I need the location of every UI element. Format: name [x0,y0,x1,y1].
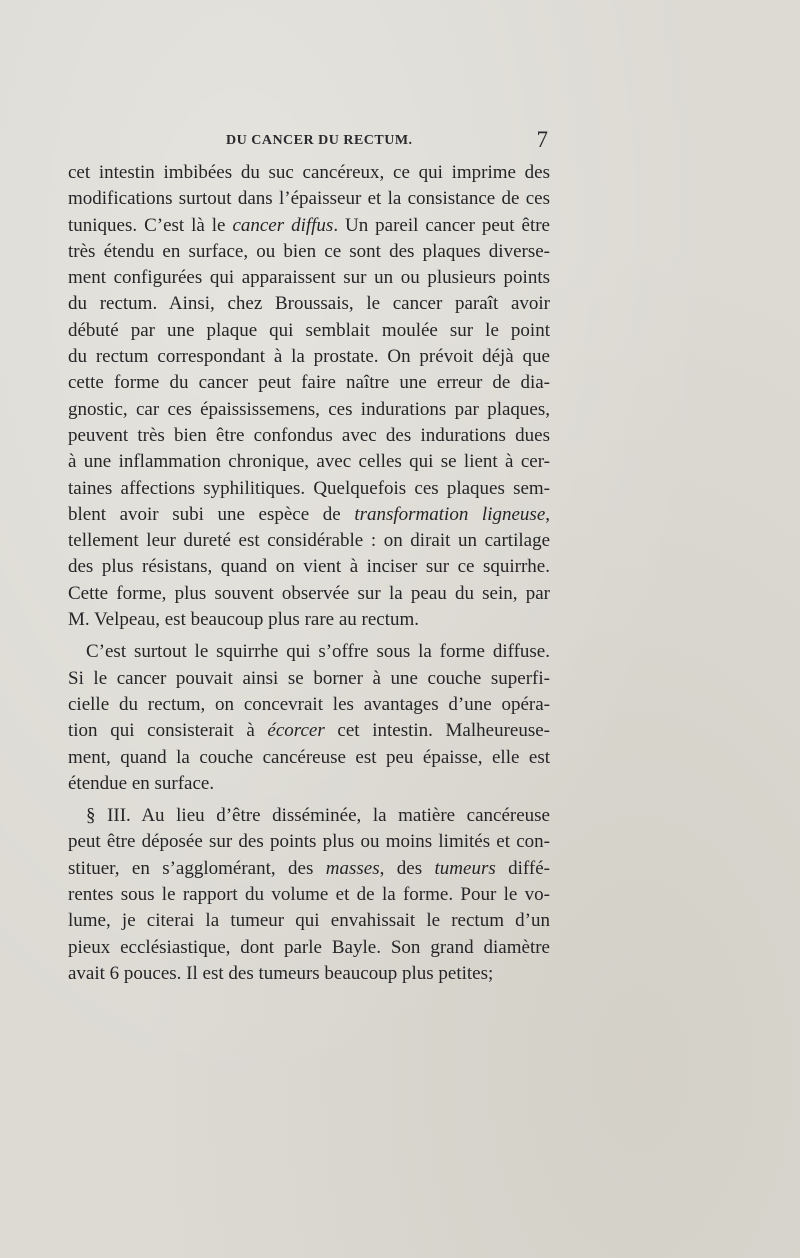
text-run: gnostic, car ces épaississemens, ces indurations par plaques, [68,398,550,420]
text-run: très étendu en surface, ou bien ce sont des plaques diverse- [68,240,550,262]
text-run: cette forme du cancer peut faire naître une erreur de dia- [68,372,550,394]
text-run: du rectum. Ainsi, chez Broussais, le cancer paraît avoir [68,293,550,315]
text-line [68,370,550,396]
text-line [68,803,550,829]
text-run: débuté par une plaque qui semblait moulée sur le point [68,319,550,341]
italic-term: masses [325,857,380,879]
text-run: Cette forme, plus souvent observée sur la peau du sein, par [68,582,550,604]
text-run: , des [379,857,435,879]
text-run: étendue en surface. [68,772,215,794]
text-run: tellement leur dureté est considérable : on dirait un cartilage [68,530,550,552]
text-run: ment, quand la couche cancéreuse est peu épaisse, elle est [68,746,550,768]
text-run: , [545,503,550,525]
text-run: cet intestin. Malheureuse- [324,720,550,742]
text-line [68,961,550,987]
text-line [68,291,550,317]
text-run: avait 6 pouces. Il est des tumeurs beaucoup plus petites; [68,962,494,984]
text-line [68,692,550,718]
italic-term: écorcer [267,720,325,742]
paragraph [68,160,550,633]
text-run: ment configurées qui apparaissent sur un ou plusieurs points [68,267,550,289]
text-line [68,502,550,528]
text-run: lume, je citerai la tumeur qui envahissait le rectum d’un [68,910,550,932]
text-run: du rectum correspondant à la prostate. On prévoit déjà que [68,346,550,368]
text-line [68,344,550,370]
text-run: cielle du rectum, on concevrait les avantages d’une opéra- [68,693,550,715]
text-run: stituer, en s’agglomérant, des [68,857,326,879]
paragraph [68,639,550,797]
text-run: Si le cancer pouvait ainsi se borner à une couche superfi- [68,667,550,689]
running-title: DU CANCER DU RECTUM. [226,133,413,148]
text-line [68,829,550,855]
running-header [68,127,550,155]
text-line [68,908,550,934]
text-line [68,745,550,771]
text-run: tuniques. C’est là le [68,214,233,236]
text-run: modifications surtout dans l’épaisseur et la consistance de ces [68,188,550,210]
text-line [68,449,550,475]
text-run: § III. Au lieu d’être disséminée, la matière cancéreuse [86,805,550,827]
text-line [68,213,550,239]
text-run: tion qui consisterait à [68,720,268,742]
text-line [68,528,550,554]
text-run: M. Velpeau, est beaucoup plus rare au rectum. [68,609,420,631]
text-run: . Un pareil cancer peut être [333,214,550,236]
italic-term: transformation ligneuse [354,503,546,525]
text-line [68,423,550,449]
text-run: C’est surtout le squirrhe qui s’offre sous la forme diffuse. [86,641,550,663]
text-line [68,239,550,265]
text-line [68,397,550,423]
text-run: des plus résistans, quand on vient à inciser sur ce squirrhe. [68,556,550,578]
text-run: à une inflammation chronique, avec celles qui se lient à cer- [68,451,550,473]
text-line [68,666,550,692]
page-number: 7 [536,127,548,152]
text-line [68,935,550,961]
text-run: blent avoir subi une espèce de [68,503,355,525]
italic-term: cancer diffus [232,214,334,236]
text-line [68,581,550,607]
text-line [68,882,550,908]
paragraph [68,803,550,987]
text-run: cet intestin imbibées du suc cancéreux, ce qui imprime des [68,162,550,183]
italic-term: tumeurs [434,857,496,879]
body-text [68,160,550,987]
text-line [68,856,550,882]
text-run: pieux ecclésiastique, dont parle Bayle. Son grand diamètre [68,936,550,958]
text-line [68,607,550,633]
text-run: peut être déposée sur des points plus ou moins limités et con- [68,831,550,853]
text-run: diffé- [495,857,550,879]
text-run: peuvent très bien être confondus avec des indurations dues [68,424,550,446]
text-run: rentes sous le rapport du volume et de la forme. Pour le vo- [68,884,550,906]
text-line [68,554,550,580]
text-line [68,318,550,344]
text-line [68,476,550,502]
text-line [68,639,550,665]
text-line [68,160,550,186]
text-line [68,718,550,744]
text-line [68,771,550,797]
text-line [68,265,550,291]
text-line [68,186,550,212]
text-run: taines affections syphilitiques. Quelquefois ces plaques sem- [68,477,550,499]
